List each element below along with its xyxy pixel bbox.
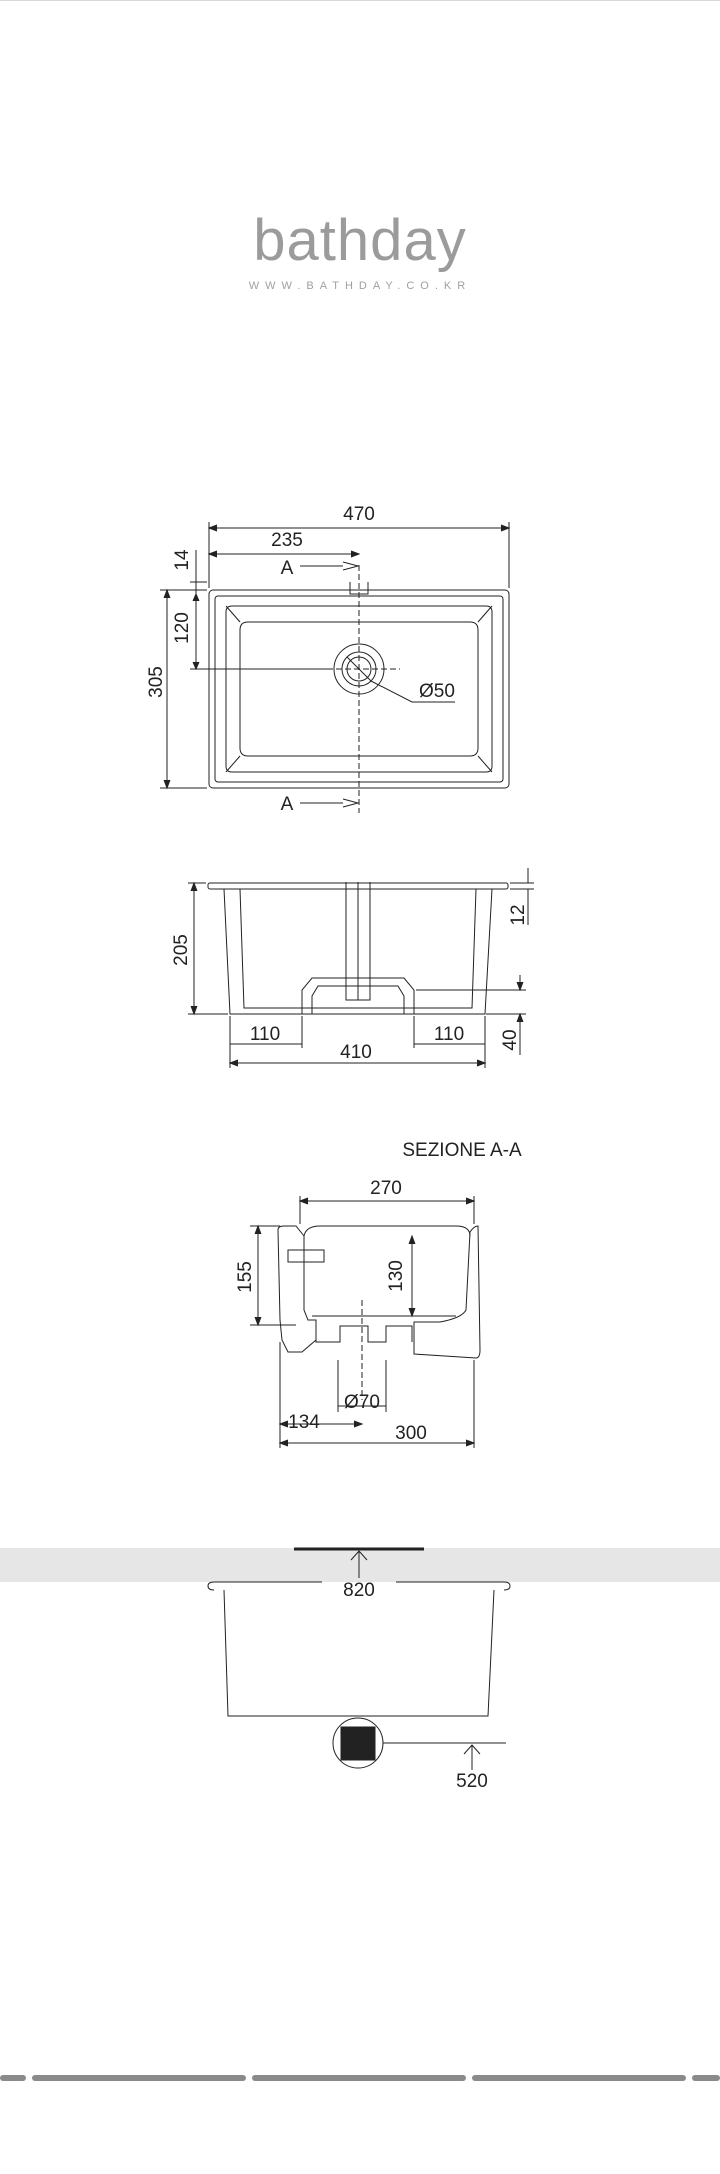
- dim-drain-diameter: Ø50: [419, 681, 455, 702]
- dim-outer-height: 155: [235, 1261, 256, 1293]
- brand-name: bathday: [253, 208, 467, 273]
- dim-inner-depth: 130: [386, 1260, 407, 1292]
- dimension-labels: [146, 504, 529, 1792]
- dim-drain-offset: 120: [172, 612, 193, 644]
- dim-height: 205: [171, 934, 192, 966]
- dim-outer-width: 300: [395, 1423, 427, 1444]
- section-title: SEZIONE A-A: [402, 1140, 522, 1161]
- section-overflow: [288, 1250, 324, 1262]
- dim-foot-left: 110: [249, 1024, 281, 1045]
- dim-width-half: 235: [271, 530, 303, 551]
- section-right-wall: [414, 1226, 480, 1358]
- dim-inner-width: 270: [370, 1178, 402, 1199]
- section-left-wall: [278, 1226, 316, 1352]
- dim-foot-right: 110: [433, 1024, 465, 1045]
- dim-outlet-diameter: Ø70: [344, 1392, 380, 1413]
- dim-depth-overall: 305: [146, 666, 167, 698]
- dim-outlet-height: 520: [456, 1771, 488, 1792]
- section-marker-top: A: [280, 558, 294, 579]
- dim-foot-height: 40: [500, 1029, 521, 1051]
- dim-rim-thickness: 12: [508, 904, 529, 926]
- dim-counter-height: 820: [343, 1580, 375, 1601]
- section-marker-bottom: A: [280, 794, 294, 815]
- footer-divider: [0, 2075, 720, 2081]
- brand-url: WWW.BATHDAY.CO.KR: [248, 280, 472, 292]
- top-view: [160, 522, 509, 813]
- dim-rim-offset: 14: [172, 549, 193, 571]
- installation-body: [224, 1590, 494, 1716]
- dim-width-overall: 470: [343, 504, 375, 525]
- dim-base-width: 410: [340, 1042, 372, 1063]
- dim-outlet-offset: 134: [288, 1412, 320, 1433]
- front-view: [188, 868, 534, 1068]
